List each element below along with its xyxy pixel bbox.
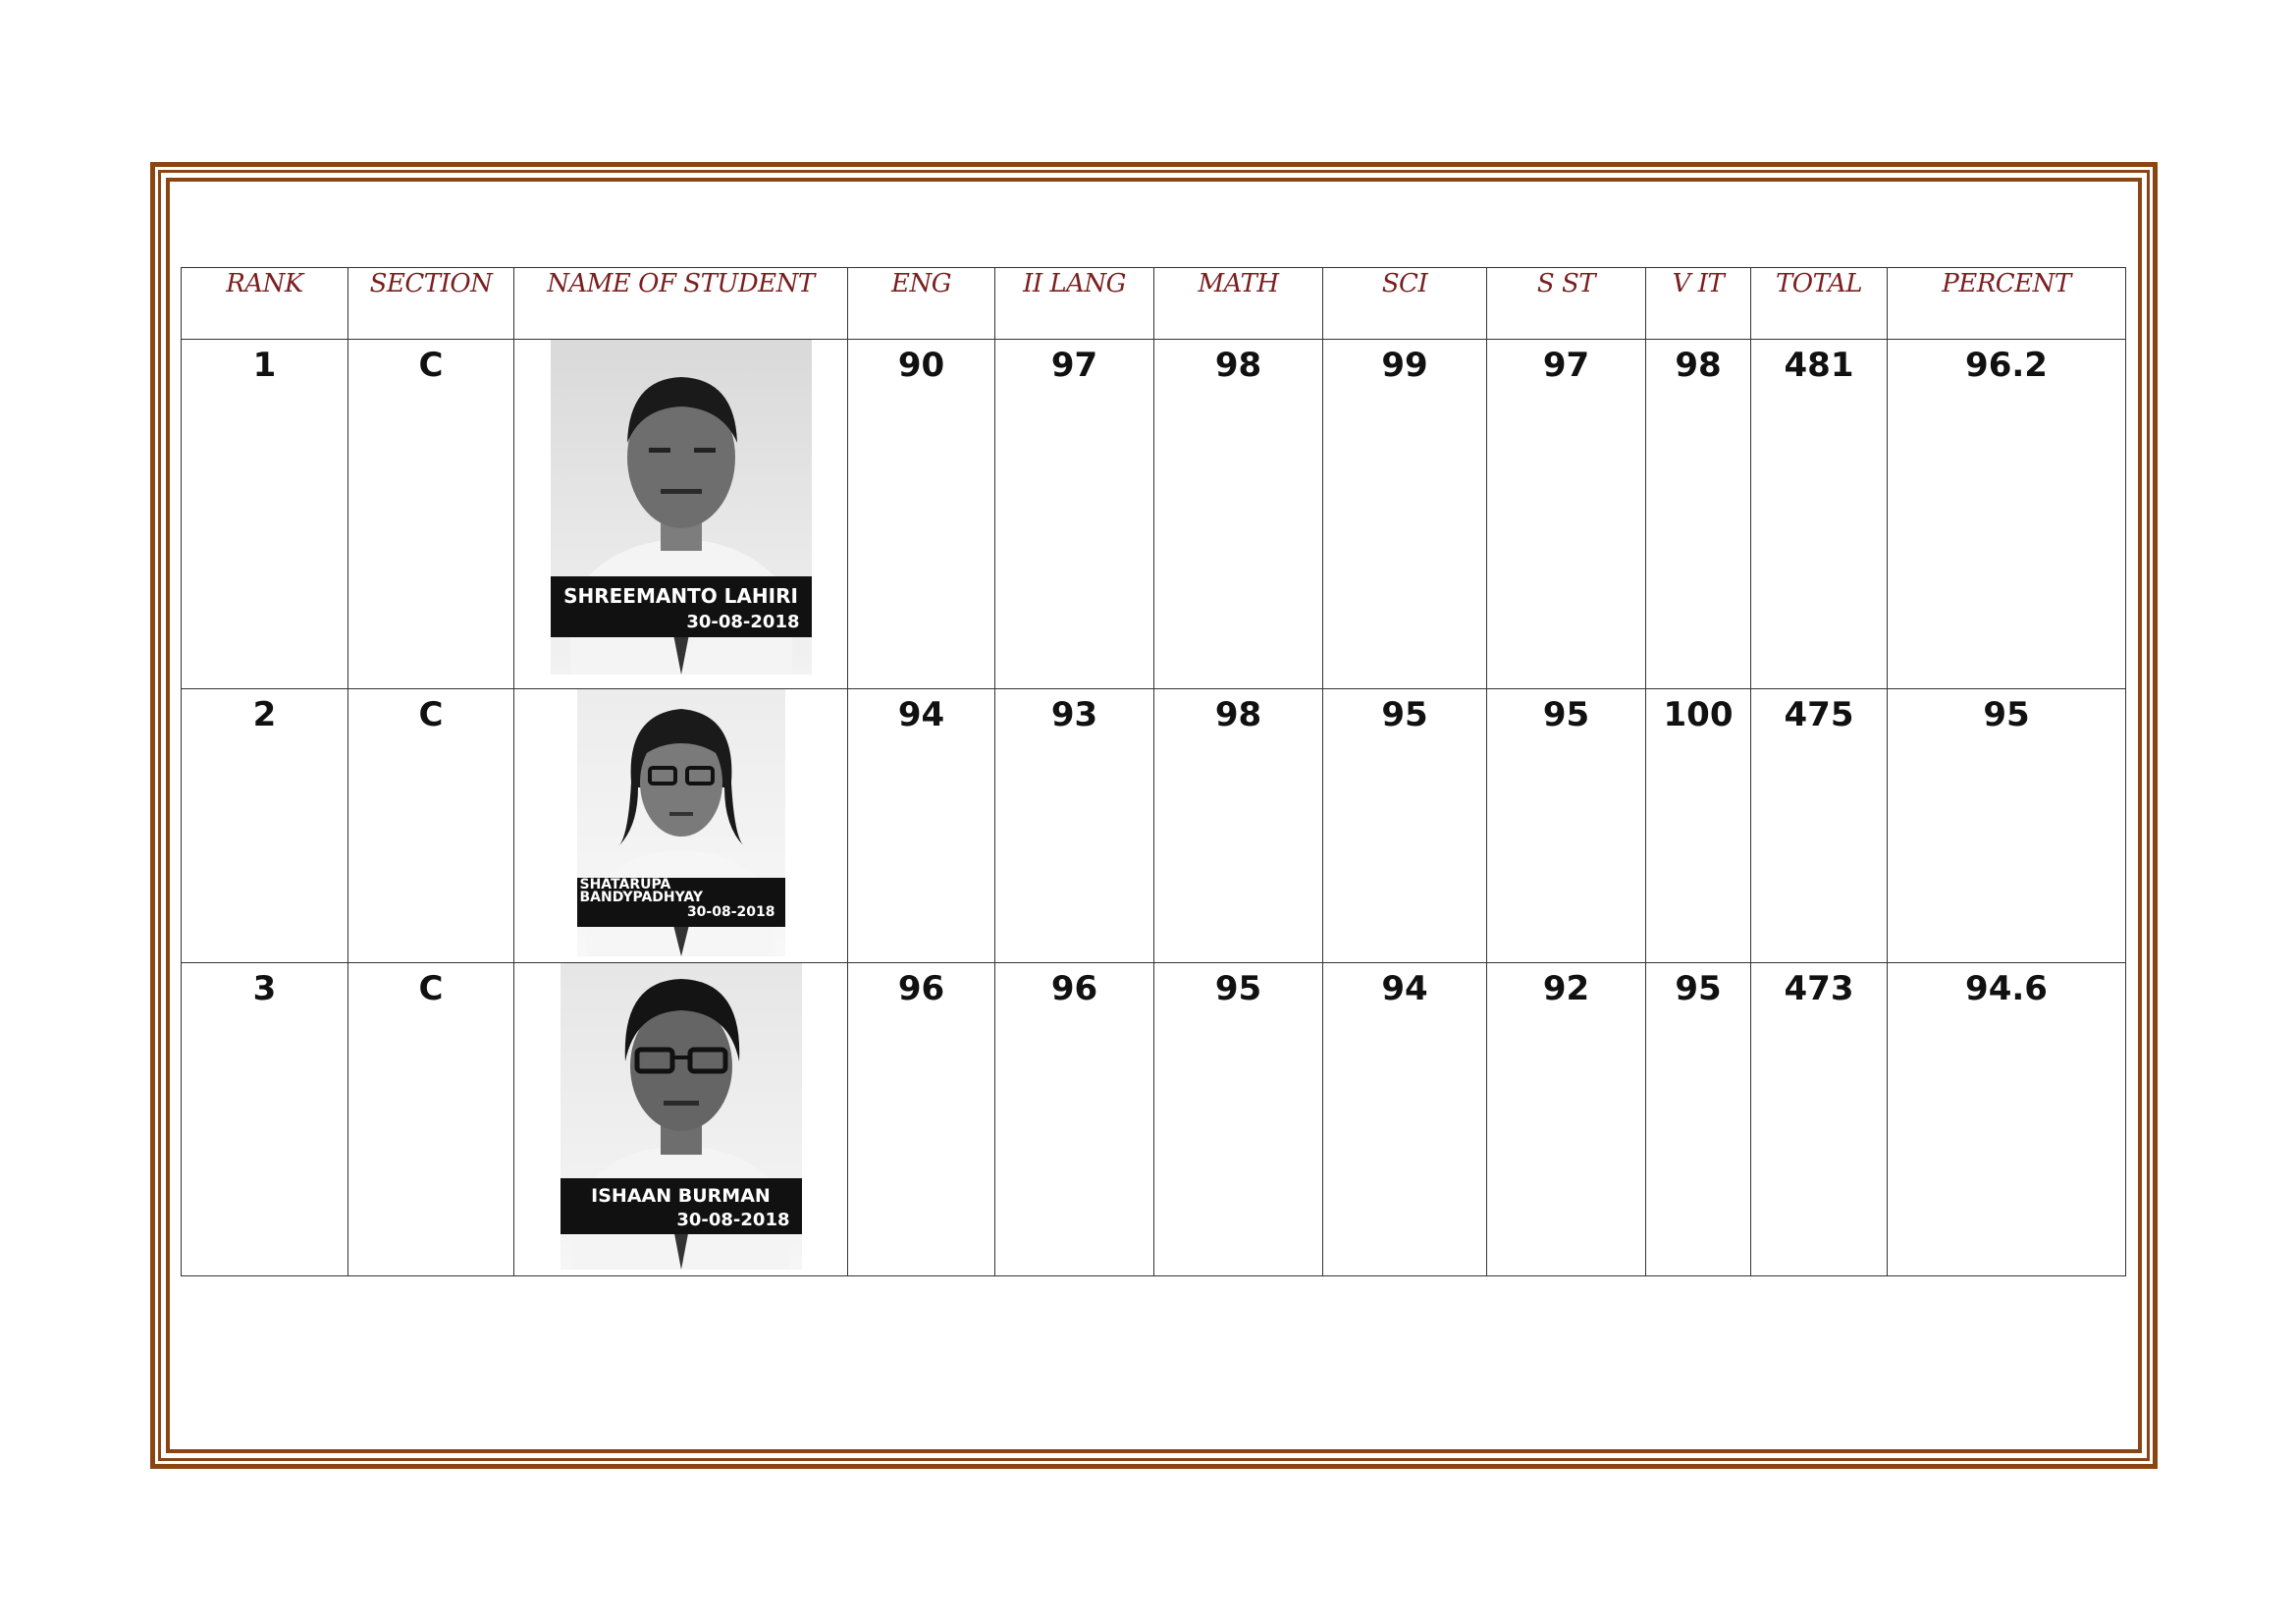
sci-cell: 94	[1323, 963, 1487, 1276]
ii-lang-cell: 97	[995, 340, 1154, 689]
ii-lang-cell: 96	[995, 963, 1154, 1276]
section-cell: C	[348, 963, 514, 1276]
v-it-cell: 98	[1646, 340, 1751, 689]
total-cell: 481	[1751, 340, 1888, 689]
rank-cell: 2	[182, 689, 348, 963]
photo-name-label: ISHAAN BURMAN	[591, 1185, 771, 1207]
s-st-cell: 95	[1487, 689, 1646, 963]
header-row	[182, 268, 2126, 340]
v-it-cell: 100	[1646, 689, 1751, 963]
percent-cell: 94.6	[1888, 963, 2126, 1276]
photo-date-label: 30-08-2018	[686, 612, 800, 632]
header-rank: RANK	[182, 268, 348, 340]
photo-date-label: 30-08-2018	[676, 1210, 790, 1230]
header-v-it: V IT	[1646, 268, 1751, 340]
header-percent: PERCENT	[1888, 268, 2126, 340]
math-cell: 98	[1154, 689, 1323, 963]
sci-cell: 99	[1323, 340, 1487, 689]
header-s-st: S ST	[1487, 268, 1646, 340]
ii-lang-cell: 93	[995, 689, 1154, 963]
section-cell: C	[348, 689, 514, 963]
header-name: NAME OF STUDENT	[514, 268, 848, 340]
nameplate	[561, 1178, 802, 1234]
header-eng: ENG	[848, 268, 995, 340]
v-it-cell: 95	[1646, 963, 1751, 1276]
total-cell: 475	[1751, 689, 1888, 963]
s-st-cell: 97	[1487, 340, 1646, 689]
percent-cell: 95	[1888, 689, 2126, 963]
eng-cell: 94	[848, 689, 995, 963]
photo-name-label: SHATARUPA BANDYPADHYAY	[579, 877, 704, 905]
table-row	[182, 689, 2126, 963]
s-st-cell: 92	[1487, 963, 1646, 1276]
header-section: SECTION	[348, 268, 514, 340]
header-math: MATH	[1154, 268, 1323, 340]
section-cell: C	[348, 340, 514, 689]
rank-cell: 3	[182, 963, 348, 1276]
nameplate	[577, 878, 785, 927]
header-sci: SCI	[1323, 268, 1487, 340]
header-total: TOTAL	[1751, 268, 1888, 340]
student-cell	[514, 689, 848, 963]
percent-cell: 96.2	[1888, 340, 2126, 689]
rank-cell: 1	[182, 340, 348, 689]
total-cell: 473	[1751, 963, 1888, 1276]
header-ii-lang: II LANG	[995, 268, 1154, 340]
nameplate	[551, 576, 812, 637]
eng-cell: 96	[848, 963, 995, 1276]
student-cell	[514, 963, 848, 1276]
eng-cell: 90	[848, 340, 995, 689]
table-row	[182, 340, 2126, 689]
table-row	[182, 963, 2126, 1276]
results-table	[181, 267, 2126, 1276]
student-cell	[514, 340, 848, 689]
sci-cell: 95	[1323, 689, 1487, 963]
photo-date-label: 30-08-2018	[686, 904, 775, 920]
photo-name-label: SHREEMANTO LAHIRI	[563, 584, 798, 608]
student-photo	[561, 963, 802, 1270]
math-cell: 95	[1154, 963, 1323, 1276]
student-photo	[577, 689, 785, 956]
math-cell: 98	[1154, 340, 1323, 689]
student-photo	[551, 340, 812, 675]
